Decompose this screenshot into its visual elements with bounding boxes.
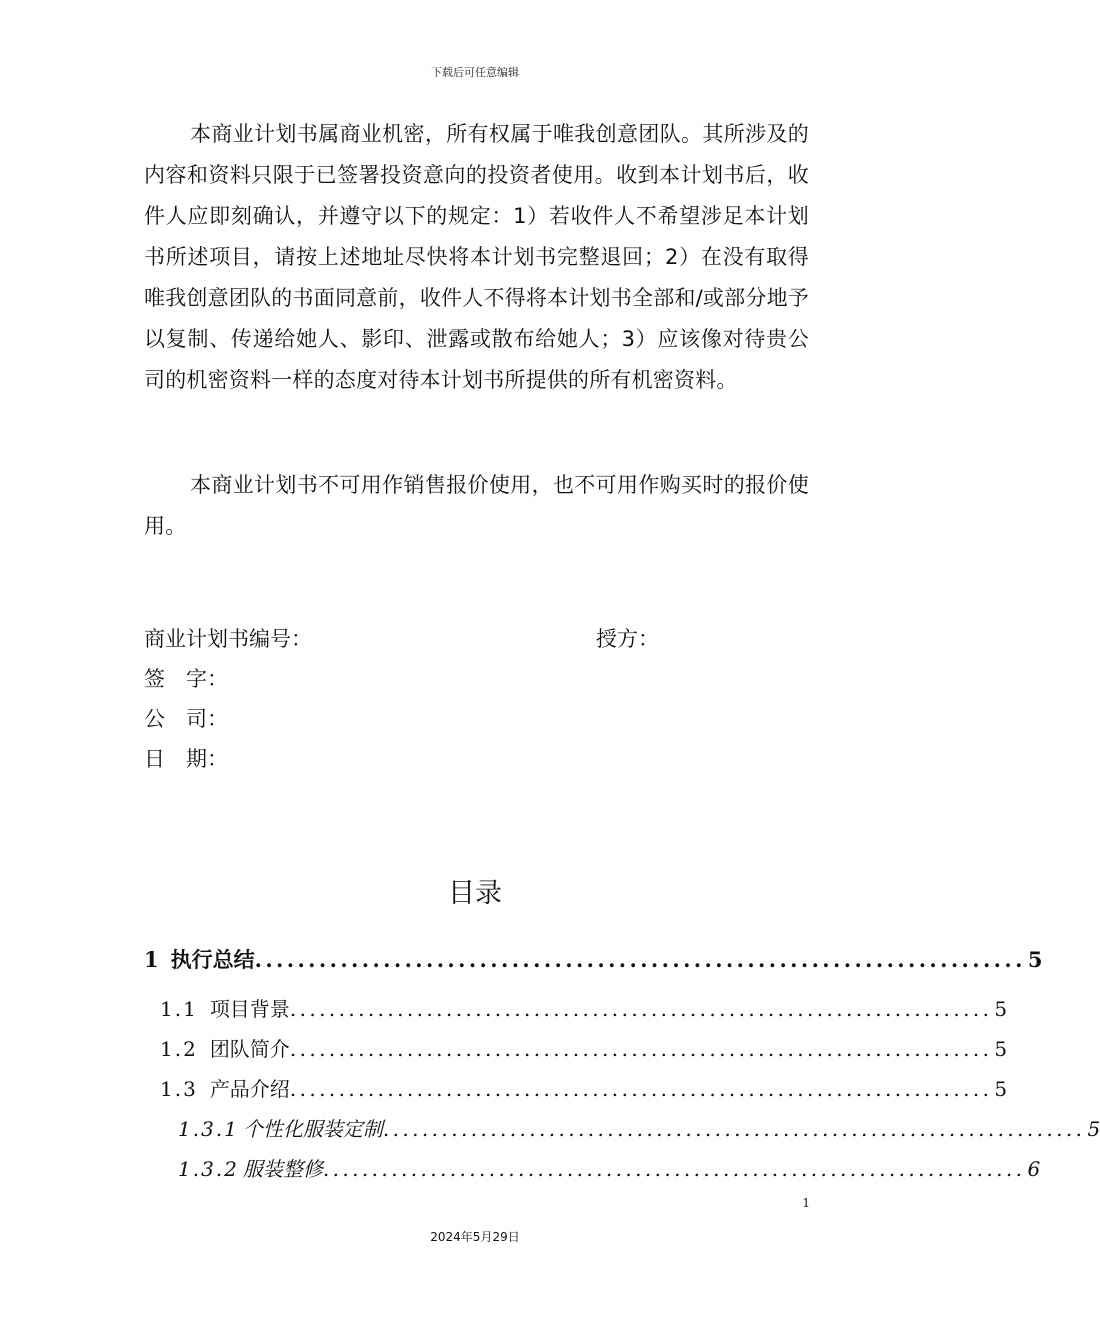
plan-number-label: 商业计划书编号： [144,627,312,651]
toc-entry[interactable] [160,1034,1008,1064]
toc-entry-label: 个性化服装定制 [242,1117,383,1141]
toc-entry-number: 1.1 [160,997,198,1021]
toc-entry[interactable] [178,1154,1041,1184]
toc-leader-dots: ........................................................................ [289,1077,993,1101]
page-number: 1 [802,1196,810,1210]
toc-entry-label: 服装整修 [242,1157,323,1181]
toc-entry-page: 5 [1087,1117,1100,1141]
toc-entry[interactable] [160,994,1008,1024]
toc-title: 目录 [448,878,502,909]
grantee-label: 授方： [596,627,659,651]
toc-entry-label: 执行总结 [170,948,255,972]
confidentiality-paragraph: 本商业计划书属商业机密，所有权属于唯我创意团队。其所涉及的内容和资料只限于已签署投资意向的投资者使用。收到本计划书后，收件人应即刻确认，并遵守以下的规定：1）若收件人不希望涉足本计划书所述项目，请按上述地址尽快将本计划书完整退回；2）在没有取得唯我创意团队的书面同意前，收件人不得将本计划书全部和/或部分地予以复制、传递给她人、影印、泄露或散布给她人；3）应该像对待贵公司的机密资料一样的态度对待本计划书所提供的所有机密资料。 [144,122,809,392]
toc-entry-label: 项目背景 [209,997,290,1021]
toc-entry-page: 5 [994,1037,1008,1061]
toc-entry-number: 1.3.2 [178,1157,239,1181]
toc-entry-page: 6 [1027,1157,1041,1181]
toc-entry-number: 1 [144,947,159,972]
toc-entry[interactable] [160,1074,1008,1104]
pricing-paragraph: 本商业计划书不可用作销售报价使用，也不可用作购买时的报价使用。 [144,473,809,538]
footer-date: 2024年5月29日 [430,1230,520,1244]
toc-entry-label: 产品介绍 [209,1077,290,1101]
toc-leader-dots: ........................................................................ [289,997,993,1021]
page-header: 下载后可任意编辑 [431,66,519,79]
toc-entry[interactable] [178,1114,1100,1144]
toc-entry-number: 1.2 [160,1037,198,1061]
date-label: 日 期： [144,747,228,771]
signature-label: 签 字： [144,667,228,691]
toc-leader-dots: ........................................................................ [382,1117,1086,1141]
toc-entry[interactable] [144,944,1043,976]
toc-entry-page: 5 [994,1077,1008,1101]
toc-entry-number: 1.3 [160,1077,198,1101]
company-label: 公 司： [144,707,228,731]
toc-entry-label: 团队简介 [209,1037,290,1061]
toc-entry-page: 5 [1027,947,1043,972]
toc-leader-dots: ........................................................................ [322,1157,1026,1181]
toc-leader-dots: ........................................................................ [289,1037,993,1061]
toc-leader-dots: ........................................................................ [254,947,1026,972]
toc-entry-page: 5 [994,997,1008,1021]
toc-entry-number: 1.3.1 [178,1117,239,1141]
